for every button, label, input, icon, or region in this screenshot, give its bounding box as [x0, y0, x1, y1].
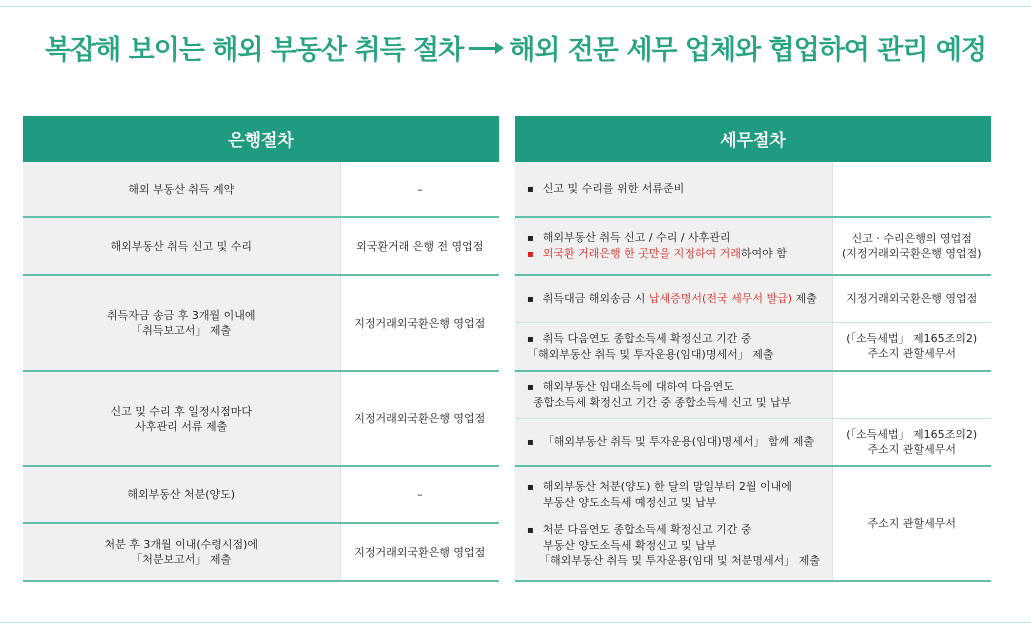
table-row — [23, 275, 499, 371]
bank-place: 지정거래외국환은행 영업점 — [340, 523, 499, 581]
tax-step: ▪ 해외부동산 취득 신고 / 수리 / 사후관리 ▪ 외국환 거래은행 한 곳만을 지정하여 거래하여야 함 — [515, 217, 832, 275]
bank-place: 지정거래외국환은행 영업점 — [340, 275, 499, 371]
tax-step: ▪ 해외부동산 임대소득에 대하여 다음연도 종합소득세 확정신고 기간 중 종합소득세 신고 및 납부 — [515, 371, 832, 418]
tax-place — [832, 371, 991, 418]
bottom-divider — [0, 622, 1031, 623]
tax-place — [832, 161, 991, 217]
tax-place: 지정거래외국환은행 영업점 — [832, 275, 991, 322]
tax-procedure-table — [515, 116, 991, 582]
table-row — [515, 371, 991, 418]
tax-step: ▪ 해외부동산 처분(양도) 한 달의 말일부터 2월 이내에 부동산 양도소득세 예정신고 및 납부 ▪ 처분 다음연도 종합소득세 확정신고 기간 중 부동산 양도소득세 확정신고 및 납부 「해외부동산 취득 및 투자운용(임대 및 처분명세서」 제출 — [515, 466, 832, 581]
table-row — [515, 275, 991, 322]
right-arrow-icon — [469, 47, 499, 50]
tax-header: 세무절차 — [515, 116, 991, 161]
tax-step: ▪ 「해외부동산 취득 및 투자운용(임대)명세서」 함께 제출 — [515, 418, 832, 466]
top-divider — [0, 6, 1031, 7]
tax-place: 주소지 관할세무서 — [832, 466, 991, 581]
title-right: 해외 전문 세무 업체와 협업하여 관리 예정 — [509, 35, 987, 66]
table-row — [515, 217, 991, 275]
bank-header: 은행절차 — [23, 116, 499, 161]
table-row — [23, 217, 499, 275]
bank-step: 해외부동산 취득 신고 및 수리 — [23, 217, 340, 275]
bank-procedure-table — [23, 116, 499, 582]
table-row — [515, 322, 991, 371]
bank-place: – — [340, 466, 499, 523]
bank-step: 처분 후 3개월 이내(수령시점)에 「처분보고서」 제출 — [23, 523, 340, 581]
table-row — [23, 161, 499, 217]
bank-step: 신고 및 수리 후 일정시점마다 사후관리 서류 제출 — [23, 371, 340, 466]
table-row — [515, 466, 991, 581]
tax-step: ▪ 신고 및 수리를 위한 서류준비 — [515, 161, 832, 217]
table-row — [23, 466, 499, 523]
tax-step: ▪ 취득대금 해외송금 시 납세증명서(전국 세무서 발급) 제출 — [515, 275, 832, 322]
bank-place: 외국환거래 은행 전 영업점 — [340, 217, 499, 275]
table-row — [23, 523, 499, 581]
tax-place: 신고 · 수리은행의 영업점 (지정거래외국환은행 영업점) — [832, 217, 991, 275]
table-row — [515, 418, 991, 466]
bank-step: 해외부동산 처분(양도) — [23, 466, 340, 523]
table-row — [515, 161, 991, 217]
bank-step: 취득자금 송금 후 3개월 이내에 「취득보고서」 제출 — [23, 275, 340, 371]
title-left: 복잡해 보이는 해외 부동산 취득 절차 — [44, 35, 464, 66]
tax-place: (「소득세법」 제165조의2) 주소지 관할세무서 — [832, 418, 991, 466]
tax-step: ▪ 취득 다음연도 종합소득세 확정신고 기간 중 「해외부동산 취득 및 투자운용(임대)명세서」 제출 — [515, 322, 832, 371]
bank-place: – — [340, 161, 499, 217]
table-row — [23, 371, 499, 466]
bank-place: 지정거래외국환은행 영업점 — [340, 371, 499, 466]
tax-place: (「소득세법」 제165조의2) 주소지 관할세무서 — [832, 322, 991, 371]
bank-step: 해외 부동산 취득 계약 — [23, 161, 340, 217]
page-title — [0, 28, 1031, 67]
